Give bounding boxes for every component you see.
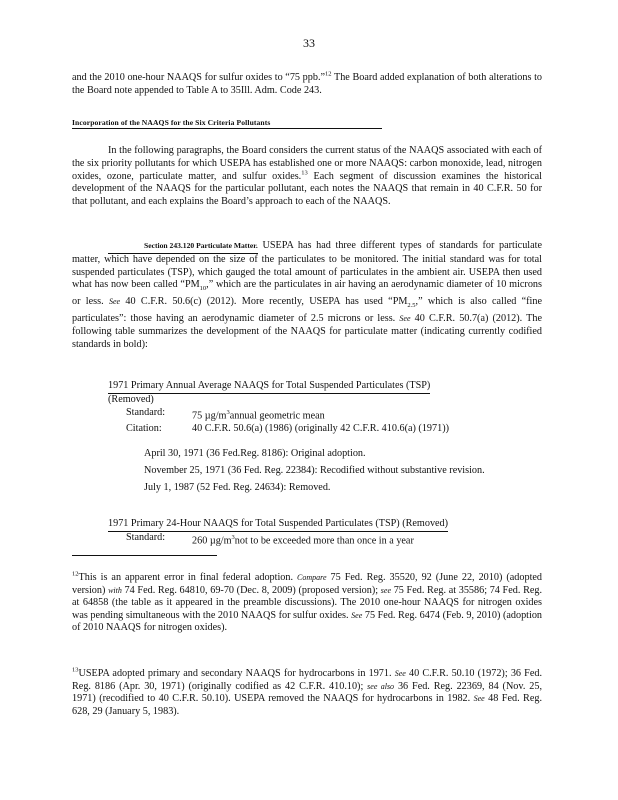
- history-entry: April 30, 1971 (36 Fed.Reg. 8186): Original adoption.: [144, 448, 366, 459]
- tsp-annual-history: [144, 448, 524, 498]
- tsp-24hour-standard-row: Standard: 260 $\mu g/m^3not$ to be exceeded more than once in a year: [126, 531, 414, 547]
- tsp-24hour-title: 1971 Primary 24-Hour NAAQS for Total Suspended Particulates (TSP) (Removed): [108, 518, 448, 532]
- tsp-annual-title: 1971 Primary Annual Average NAAQS for Total Suspended Particulates (TSP): [108, 380, 430, 394]
- criteria-paragraph: In the following paragraphs, the Board considers the current status of the NAAQS associated with each of the six priority pollutants for which USEPA has established one or more NAAQS: carbon monoxide, lead, nitrogen oxides, ozone, particulate matter, and sulfur oxides.$^{13}$ Each segment of discussion examines the historical development of the NAAQS for the particular pollutant, each notes the NAAQS that remain in 40 C.F.R. 50 for that pollutant, and each explains the Board’s approach to each of the NAAQS.: [72, 145, 543, 208]
- tsp-annual-status: (Removed): [108, 393, 154, 405]
- pm-section-heading: Section 243.120 Particulate Matter.: [108, 240, 258, 254]
- tsp-annual-standard-row: Standard: 75 $\mu g/m^3annual$ geometric mean: [126, 406, 325, 421]
- tsp-24hour-table: [108, 518, 528, 548]
- section-heading: Incorporation of the NAAQS for the Six Criteria Pollutants: [72, 118, 382, 129]
- footnote-ref-12[interactable]: 12: [325, 70, 332, 78]
- intro-paragraph: and the 2010 one-hour NAAQS for sulfur oxides to “75 ppb.”$^{12}$ The Board added explanation of both alterations to the Board note appended to Table A to 35Ill. Adm. Code 243.: [72, 70, 542, 96]
- history-entry: July 1, 1987 (52 Fed. Reg. 24634): Removed.: [144, 481, 331, 493]
- page-number: 33: [303, 36, 315, 50]
- particulate-matter-paragraph: Section 243.120 Particulate Matter. USEPA has had three different types of standards for particulate matter, which have depended on the size of the particulates to be monitored. The initial standard was for total suspended particulates (TSP), which gauged the total amount of particulates in the ambient air. USEPA then used what has now been called “$PM_{10}$,” which are the particulates in air having an aerodynamic diameter of 10 microns or less. See 40 C.F.R. 50.6(c) (2012). More recently, USEPA has used “$PM_{2.5}$,” which is also called “fine particulates”: those having an aerodynamic diameter of 2.5 microns or less. See 40 C.F.R. 50.7(a) (2012). The following table summarizes the development of the NAAQS for particulate matter (indicating currently codified standards in bold):: [72, 240, 543, 350]
- footnote-13: $^{13}$USEPA adopted primary and secondary NAAQS for hydrocarbons in 1971. See 40 C.F.R. 50.10 (1972); 36 Fed. Reg. 8186 (Apr. 30, 1971) (originally codified as 42 C.F.R. 410.10); see also 36 Fed. Reg. 22369, 84 (Nov. 25, 1971) (recodified to 40 C.F.R. 50.10). USEPA removed the NAAQS for hydrocarbons in 1982. See 48 Fed. Reg. 628, 29 (January 5, 1983).: [72, 666, 543, 717]
- footnote-divider: [72, 555, 217, 556]
- footnote-ref-13[interactable]: 13: [301, 169, 308, 177]
- tsp-annual-citation-row: Citation: 40 C.F.R. 50.6(a) (1986) (originally 42 C.F.R. 410.6(a) (1971)): [126, 422, 449, 434]
- footnote-12: $^{12}$This is an apparent error in final federal adoption. Compare 75 Fed. Reg. 35520, 92 (June 22, 2010) (adopted version) with 74 Fed. Reg. 64810, 69-70 (Dec. 8, 2009) (proposed version); see 75 Fed. Reg. at 35586; 74 Fed. Reg. at 64858 (the table as it appeared in the preamble discussions). The 2010 one-hour NAAQS for nitrogen oxides was pending simultaneous with the 2010 NAAQS for sulfur oxides. See 75 Fed. Reg. 6474 (Feb. 9, 2010) (adoption of 2010 NAAQS for nitrogen oxides).: [72, 570, 543, 634]
- history-entry: November 25, 1971 (36 Fed. Reg. 22384): Recodified without substantive revision.: [144, 464, 485, 476]
- tsp-annual-table: [108, 380, 528, 436]
